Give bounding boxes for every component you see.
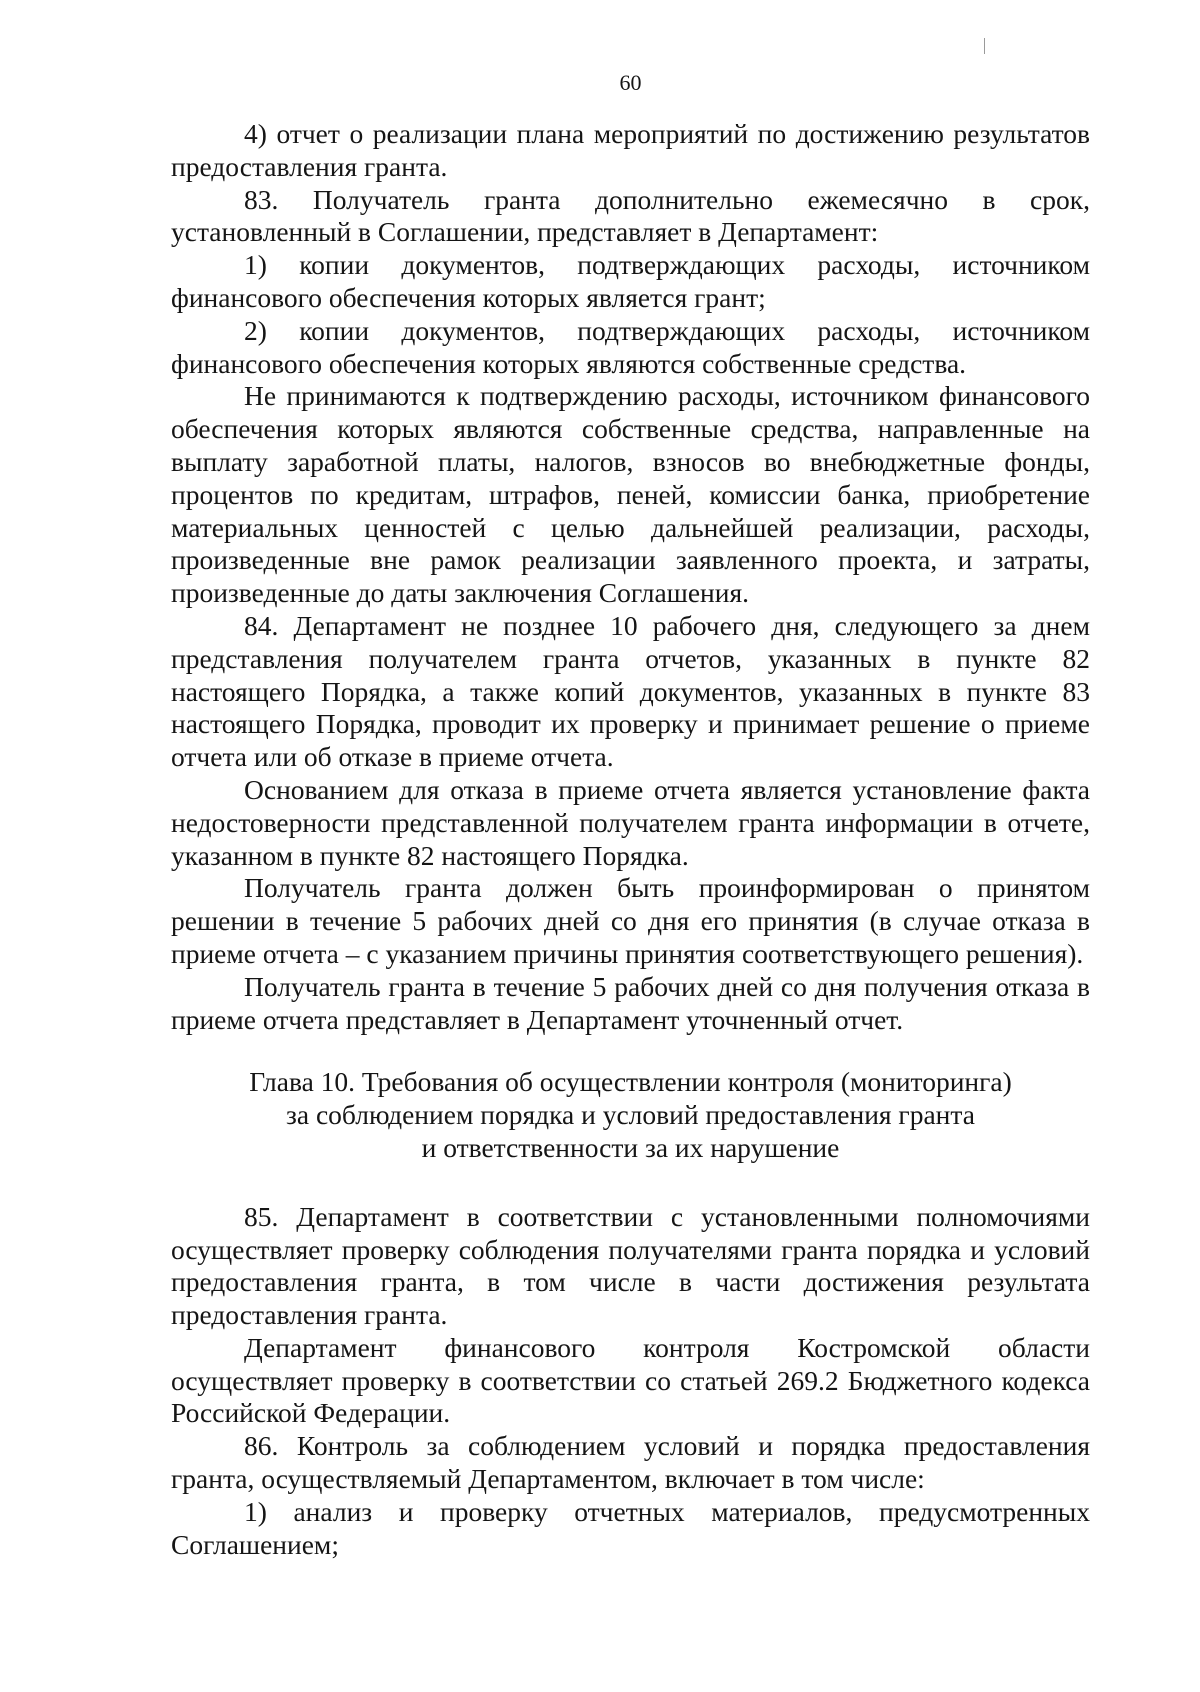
paragraph-notification: Получатель гранта должен быть проинформирован о принятом решении в течение 5 рабочих дней со дня его принятия (в случае отказа в приеме отчета – с указанием причины принятия соответствующего решения). [171,872,1090,969]
chapter-heading [171,1066,1090,1164]
paragraph-83: 83. Получатель гранта дополнительно ежемесячно в срок, установленный в Соглашении, представляет в Департамент: [171,183,1090,248]
document-body [171,118,1090,1561]
paragraph-refusal-grounds: Основанием для отказа в приеме отчета является установление факта недостоверности представленной получателем гранта информации в отчете, указанном в пункте 82 настоящего Порядка. [171,773,1090,871]
paragraph-86: 86. Контроль за соблюдением условий и порядка предоставления гранта, осуществляемый Департаментом, включает в том числе: [171,1430,1090,1495]
scan-edge-mark [984,38,985,54]
paragraph-corrected-report: Получатель гранта в течение 5 рабочих дней со дня получения отказа в приеме отчета представляет в Департамент уточненный отчет. [171,970,1090,1035]
chapter-heading-line-3: и ответственности за их нарушение [421,1131,840,1163]
paragraph-85: 85. Департамент в соответствии с установленными полномочиями осуществляет проверку соблюдения получателями гранта порядка и условий предоставления гранта, в том числе в части достижения результата предоставления гранта. [171,1200,1090,1331]
paragraph-84: 84. Департамент не позднее 10 рабочего дня, следующего за днем представления получателем гранта отчетов, указанных в пункте 82 настоящего Порядка, а также копий документов, указанных в пункте 83 настоящего Порядка, проводит их проверку и принимает решение о приеме отчета или об отказе в приеме отчета. [171,609,1090,773]
chapter-heading-line-2: за соблюдением порядка и условий предоставления гранта [286,1099,975,1131]
paragraph-financial-control: Департамент финансового контроля Костромской области осуществляет проверку в соответствии со статьей 269.2 Бюджетного кодекса Российской Федерации. [171,1331,1090,1429]
paragraph-83-item-1: 1) копии документов, подтверждающих расходы, источником финансового обеспечения которых является грант; [171,249,1090,313]
paragraph-not-accepted-expenses: Не принимаются к подтверждению расходы, источником финансового обеспечения которых являются собственные средства, направленные на выплату заработной платы, налогов, взносов во внебюджетные фонды, процентов по кредитам, штрафов, пеней, комиссии банка, приобретение материальных ценностей с целью дальнейшей реализации, расходы, произведенные вне рамок реализации заявленного проекта, и затраты, произведенные до даты заключения Соглашения. [171,380,1090,609]
paragraph-86-item-1: 1) анализ и проверку отчетных материалов, предусмотренных Соглашением; [171,1495,1090,1560]
page-number: 60 [619,70,642,95]
chapter-heading-line-1: Глава 10. Требования об осуществлении контроля (мониторинга) [249,1066,1012,1098]
paragraph-item-4: 4) отчет о реализации плана мероприятий по достижению результатов предоставления гранта. [171,118,1090,182]
paragraph-83-item-2: 2) копии документов, подтверждающих расходы, источником финансового обеспечения которых являются собственные средства. [171,314,1090,379]
